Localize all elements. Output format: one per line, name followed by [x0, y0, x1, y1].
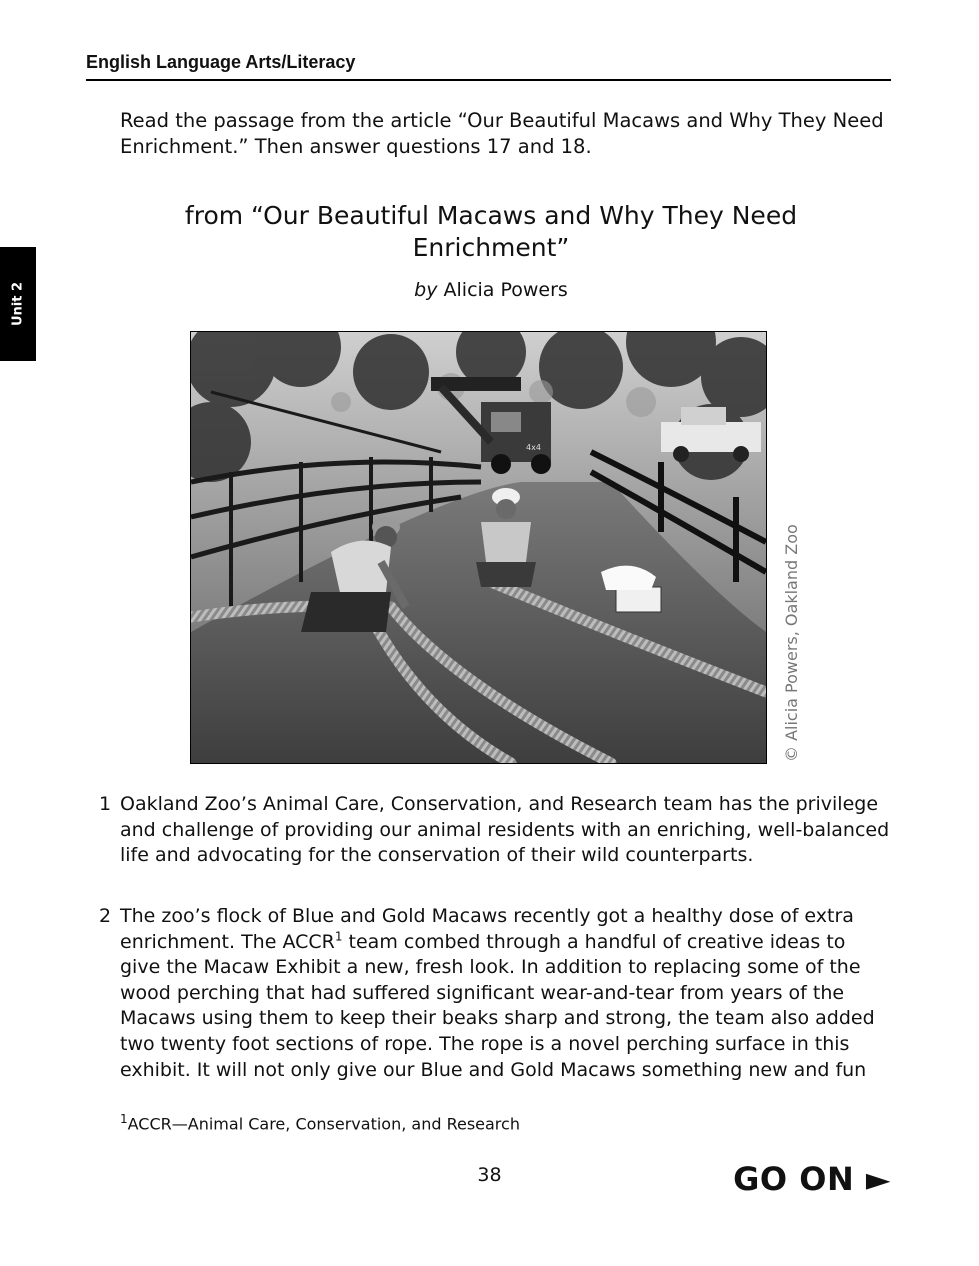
- paragraph-text-before: The zoo’s flock of Blue and Gold Macaws recently got a healthy dose of extra enrichment. The ACCR: [120, 905, 854, 953]
- paragraph-text: Oakland Zoo’s Animal Care, Conservation, and Research team has the privilege and challenge of providing our animal residents with an enriching, well-balanced life and advocating for the conservation of their wild counterparts.: [120, 793, 890, 867]
- paragraph-text-after: team combed through a handful of creative ideas to give the Macaw Exhibit a new, fresh look. In addition to replacing some of the wood perching that had suffered significant wear-and-tear from years of the Macaws using them to keep their beaks sharp and strong, the team also added two twenty foot sections of rope. The rope is a novel perching surface in this exhibit. It will not only give our Blue and Gold Macaws something new and fun: [120, 930, 875, 1081]
- machine-label: 4x4: [526, 443, 541, 452]
- article-byline: [150, 279, 832, 301]
- paragraph-number: 1: [99, 793, 112, 815]
- unit-tab: [0, 247, 36, 361]
- footnote-mark: 1: [120, 1112, 128, 1126]
- footnote-reference: 1: [334, 929, 343, 944]
- page-number: 38: [477, 1164, 502, 1186]
- paragraph-1: [99, 792, 890, 869]
- paragraph-number: 2: [99, 905, 112, 927]
- photo-credit: © Alicia Powers, Oakland Zoo: [782, 524, 801, 762]
- intro-instructions: Read the passage from the article “Our Beautiful Macaws and Why They Need Enrichment.” Then answer questions 17 and 18.: [120, 109, 884, 158]
- go-on-indicator: GO ON ►: [733, 1160, 891, 1198]
- unit-tab-label: Unit 2: [10, 281, 26, 327]
- paragraph-2: [99, 904, 890, 1083]
- zoo-workers-photo: [191, 332, 766, 763]
- author-name: Alicia Powers: [443, 279, 568, 301]
- article-photo: [190, 331, 767, 764]
- byline-prefix: by: [414, 279, 438, 301]
- article-title: from “Our Beautiful Macaws and Why They Need Enrichment”: [184, 201, 798, 262]
- page-header: English Language Arts/Literacy: [86, 52, 891, 81]
- footnote: [120, 1112, 520, 1133]
- footnote-text: ACCR—Animal Care, Conservation, and Research: [127, 1114, 520, 1134]
